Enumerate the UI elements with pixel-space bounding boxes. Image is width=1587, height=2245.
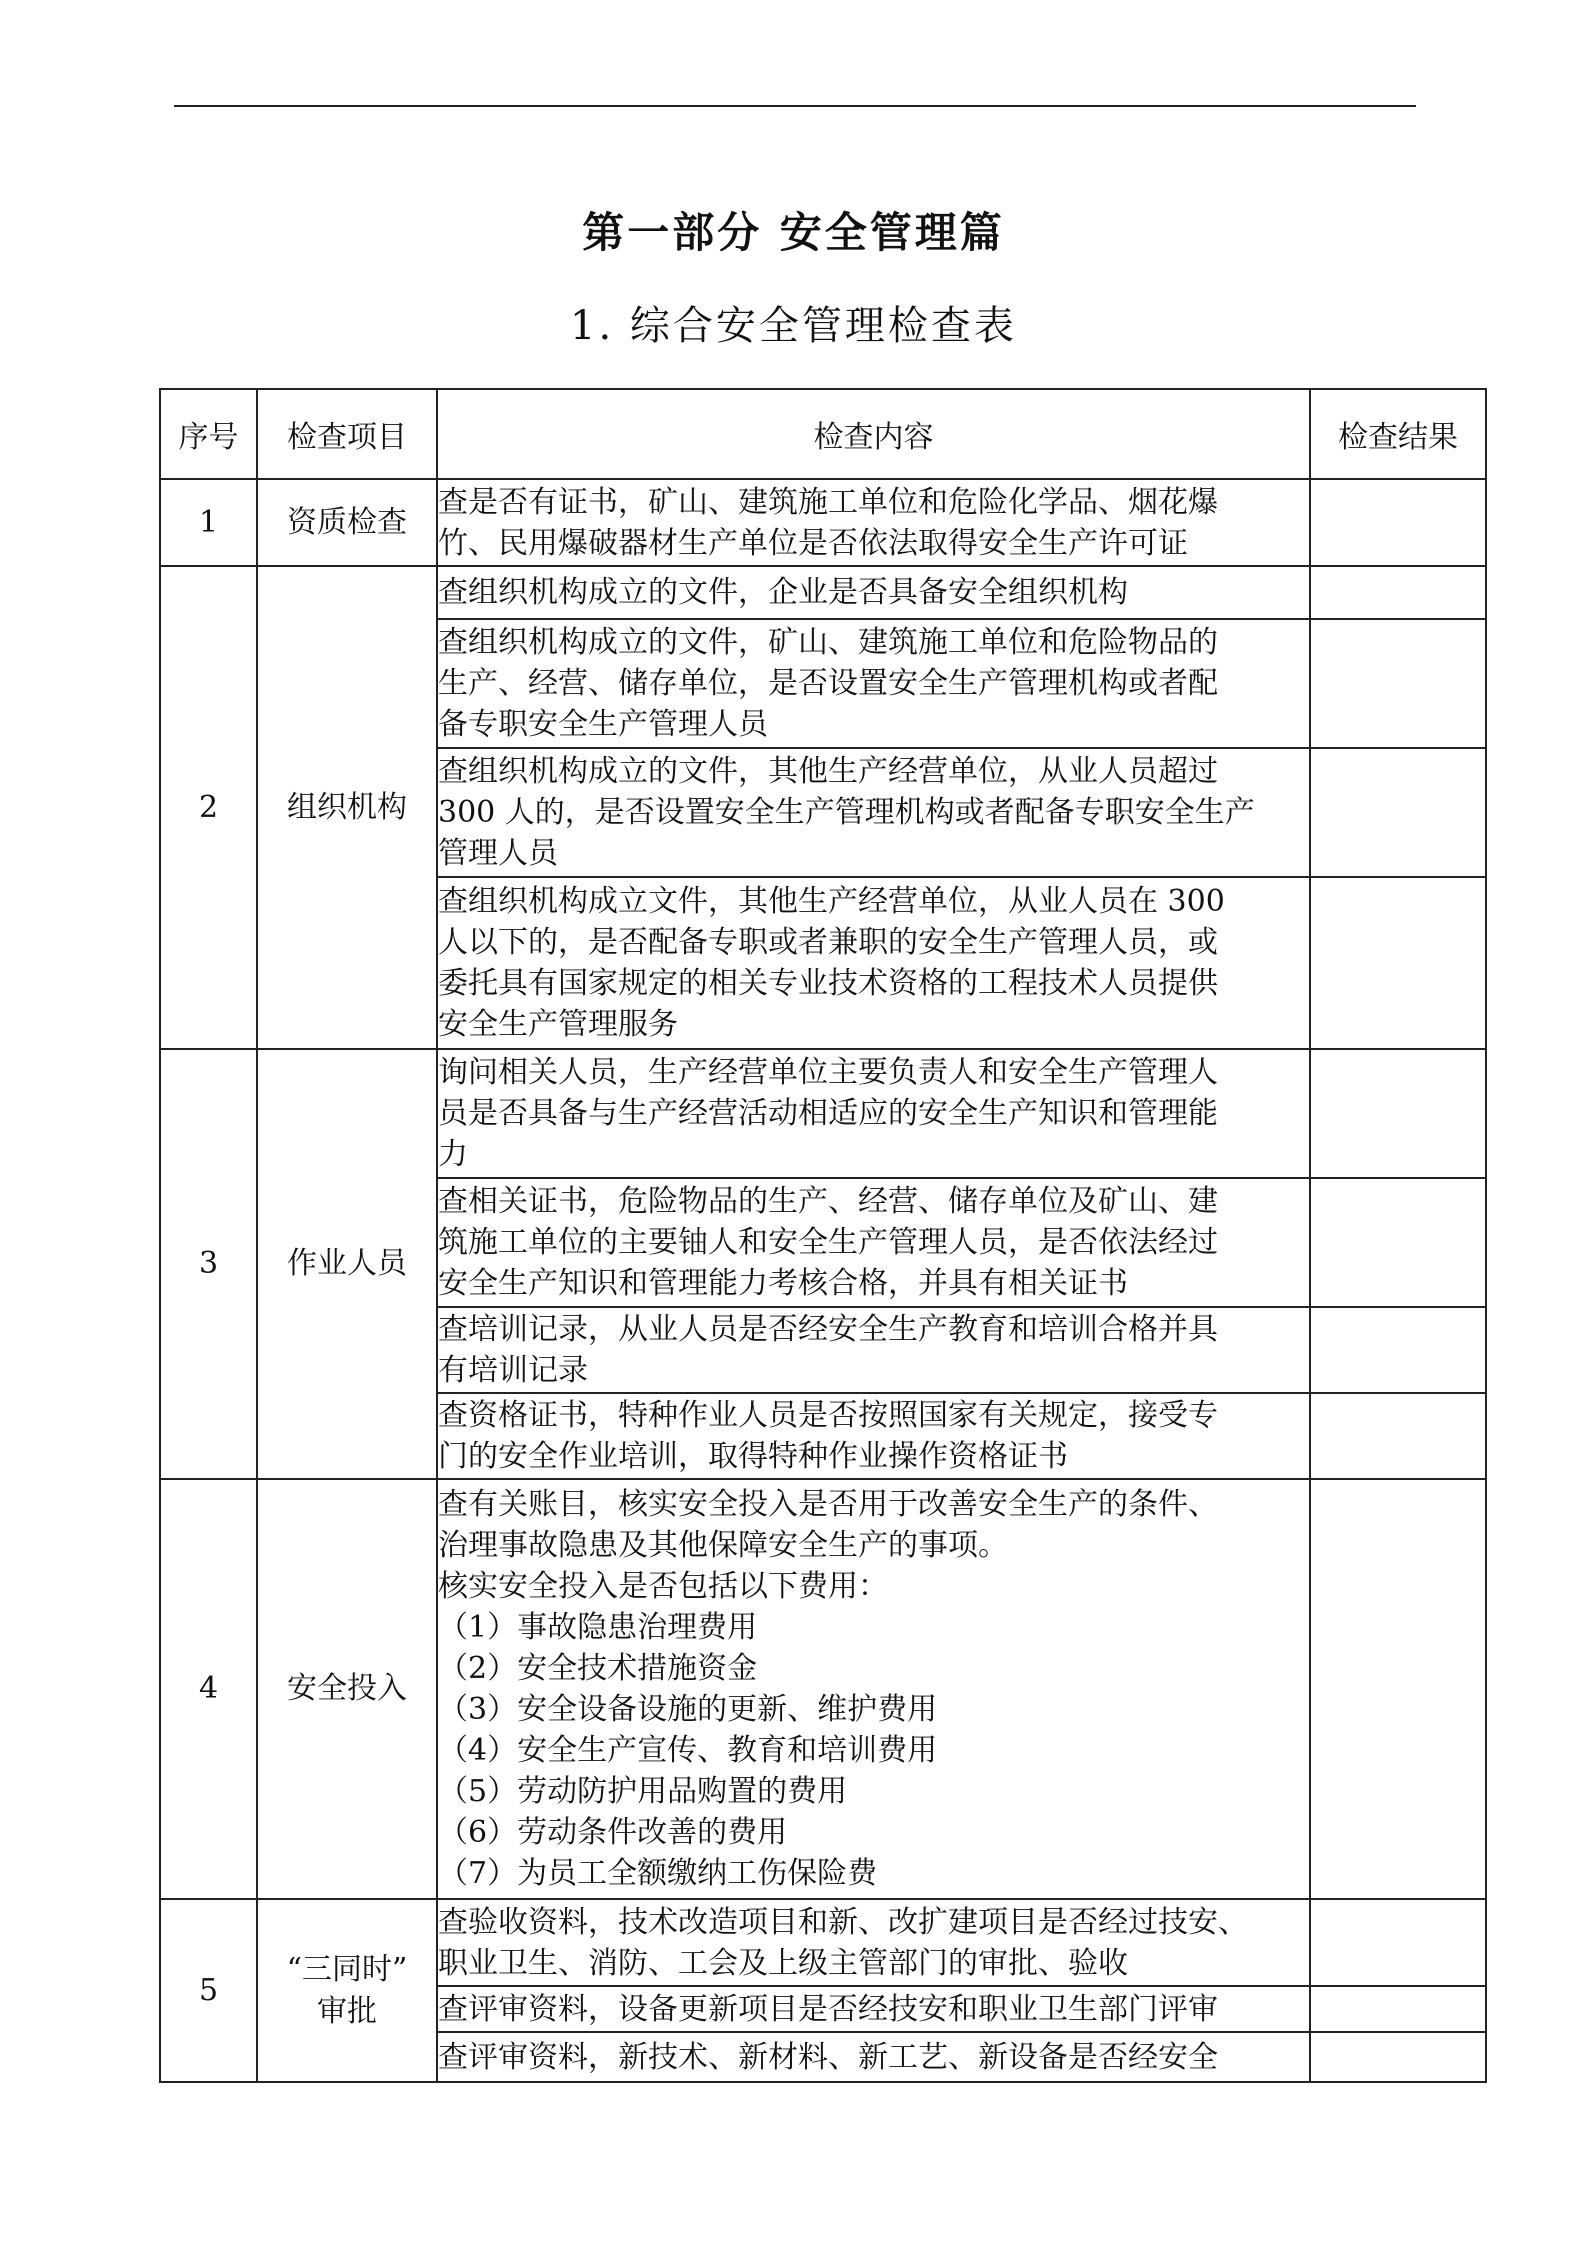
check-content-line: 查培训记录，从业人员是否经安全生产教育和培训合格并具 [438, 1312, 1218, 1347]
check-result-cell[interactable] [1310, 566, 1486, 619]
check-item-line: 组织机构 [287, 789, 407, 825]
check-content-line: 力 [438, 1137, 468, 1172]
check-content-line: （1）事故隐患治理费用 [438, 1610, 758, 1645]
table-row [160, 1479, 1486, 1899]
check-item [257, 1899, 437, 2082]
check-content-line: 查相关证书，危险物品的生产、经营、储存单位及矿山、建 [438, 1184, 1218, 1219]
check-result-cell[interactable] [1310, 877, 1486, 1049]
check-content [437, 1049, 1310, 1178]
check-content-line: 300 人的，是否设置安全生产管理机构或者配备专职安全生产 [438, 795, 1255, 830]
check-content [437, 1899, 1310, 1986]
row-number: 1 [160, 479, 257, 566]
table-row [160, 1899, 1486, 1986]
check-content-line: 查有关账目，核实安全投入是否用于改善安全生产的条件、 [438, 1487, 1218, 1522]
table-row [160, 566, 1486, 619]
check-item [257, 566, 437, 1049]
check-content [437, 748, 1310, 877]
check-content-line: （2）安全技术措施资金 [438, 1651, 758, 1686]
check-content [437, 1986, 1310, 2032]
check-result-cell[interactable] [1310, 619, 1486, 748]
check-result-cell[interactable] [1310, 2032, 1486, 2082]
check-content-line: （7）为员工全额缴纳工伤保险费 [438, 1856, 878, 1891]
check-content-line: 管理人员 [438, 836, 558, 871]
check-content-line: 询问相关人员，生产经营单位主要负责人和安全生产管理人 [438, 1055, 1218, 1090]
check-item-line: 作业人员 [287, 1246, 407, 1281]
row-number: 5 [160, 1899, 257, 2082]
check-item [257, 1049, 437, 1479]
check-content [437, 1307, 1310, 1393]
header-content: 检查内容 [437, 389, 1310, 479]
check-content [437, 877, 1310, 1049]
check-content-line: 查资格证书，特种作业人员是否按照国家有关规定，接受专 [438, 1398, 1218, 1433]
check-content-line: 查组织机构成立文件，其他生产经营单位，从业人员在 300 [438, 884, 1225, 919]
check-content [437, 1178, 1310, 1307]
check-content-line: 查评审资料，设备更新项目是否经技安和职业卫生部门评审 [438, 1991, 1218, 2027]
check-content-line: 查验收资料，技术改造项目和新、改扩建项目是否经过技安、 [438, 1904, 1248, 1940]
check-content-line: 职业卫生、消防、工会及上级主管部门的审批、验收 [438, 1945, 1128, 1981]
check-content-line: 筑施工单位的主要铀人和安全生产管理人员，是否依法经过 [438, 1225, 1218, 1260]
check-item-line: 安全投入 [287, 1671, 407, 1706]
header-no: 序号 [160, 389, 257, 479]
table-row [160, 479, 1486, 566]
check-item [257, 479, 437, 566]
check-content-line: 核实安全投入是否包括以下费用： [438, 1569, 888, 1604]
check-content [437, 479, 1310, 566]
checklist-body [160, 479, 1486, 2082]
check-content-line: 有培训记录 [438, 1353, 588, 1388]
check-content-line: 治理事故隐患及其他保障安全生产的事项。 [438, 1528, 1008, 1563]
check-result-cell[interactable] [1310, 1479, 1486, 1899]
check-content-line: 生产、经营、储存单位，是否设置安全生产管理机构或者配 [438, 666, 1218, 701]
check-result-cell[interactable] [1310, 748, 1486, 877]
check-item-line: “三同时” [286, 1951, 408, 1987]
check-result-cell[interactable] [1310, 479, 1486, 566]
check-content-line: 查组织机构成立的文件，矿山、建筑施工单位和危险物品的 [438, 625, 1218, 660]
part-title: 第一部分 安全管理篇 [582, 208, 1005, 257]
check-result-cell[interactable] [1310, 1049, 1486, 1178]
check-content-line: 竹、民用爆破器材生产单位是否依法取得安全生产许可证 [438, 525, 1188, 561]
check-content-line: （3）安全设备设施的更新、维护费用 [438, 1692, 938, 1727]
check-result-cell[interactable] [1310, 1393, 1486, 1479]
check-content-line: 人以下的，是否配备专职或者兼职的安全生产管理人员，或 [438, 925, 1218, 960]
row-number: 2 [160, 566, 257, 1049]
check-content-line: 查组织机构成立的文件，企业是否具备安全组织机构 [438, 575, 1128, 610]
check-content-line: 查评审资料，新技术、新材料、新工艺、新设备是否经安全 [438, 2039, 1218, 2075]
checklist-table [159, 388, 1487, 2083]
check-item-line: 资质检查 [287, 504, 407, 540]
check-content-line: 门的安全作业培训，取得特种作业操作资格证书 [438, 1439, 1068, 1474]
header-rule [174, 105, 1416, 107]
check-content-line: 查组织机构成立的文件，其他生产经营单位，从业人员超过 [438, 754, 1218, 789]
header-item: 检查项目 [257, 389, 437, 479]
check-content [437, 1479, 1310, 1899]
check-content-line: 安全生产知识和管理能力考核合格，并具有相关证书 [438, 1266, 1128, 1301]
section-title: 1. 综合安全管理检查表 [570, 303, 1017, 349]
check-content [437, 619, 1310, 748]
check-content [437, 566, 1310, 619]
header-row [160, 389, 1486, 479]
check-content [437, 2032, 1310, 2082]
check-result-cell[interactable] [1310, 1986, 1486, 2032]
check-result-cell[interactable] [1310, 1307, 1486, 1393]
check-content-line: 备专职安全生产管理人员 [438, 707, 768, 742]
header-result: 检查结果 [1310, 389, 1486, 479]
check-content-line: （6）劳动条件改善的费用 [438, 1815, 788, 1850]
check-content-line: 安全生产管理服务 [438, 1007, 678, 1042]
table-row [160, 1049, 1486, 1178]
row-number: 3 [160, 1049, 257, 1479]
row-number: 4 [160, 1479, 257, 1899]
check-result-cell[interactable] [1310, 1899, 1486, 1986]
check-content-line: 查是否有证书，矿山、建筑施工单位和危险化学品、烟花爆 [438, 484, 1218, 520]
check-item-line: 审批 [317, 1993, 377, 2029]
check-content-line: 员是否具备与生产经营活动相适应的安全生产知识和管理能 [438, 1096, 1218, 1131]
check-content-line: （5）劳动防护用品购置的费用 [438, 1774, 848, 1809]
check-content-line: 委托具有国家规定的相关专业技术资格的工程技术人员提供 [438, 966, 1218, 1001]
check-content-line: （4）安全生产宣传、教育和培训费用 [438, 1733, 938, 1768]
check-content [437, 1393, 1310, 1479]
check-result-cell[interactable] [1310, 1178, 1486, 1307]
check-item [257, 1479, 437, 1899]
